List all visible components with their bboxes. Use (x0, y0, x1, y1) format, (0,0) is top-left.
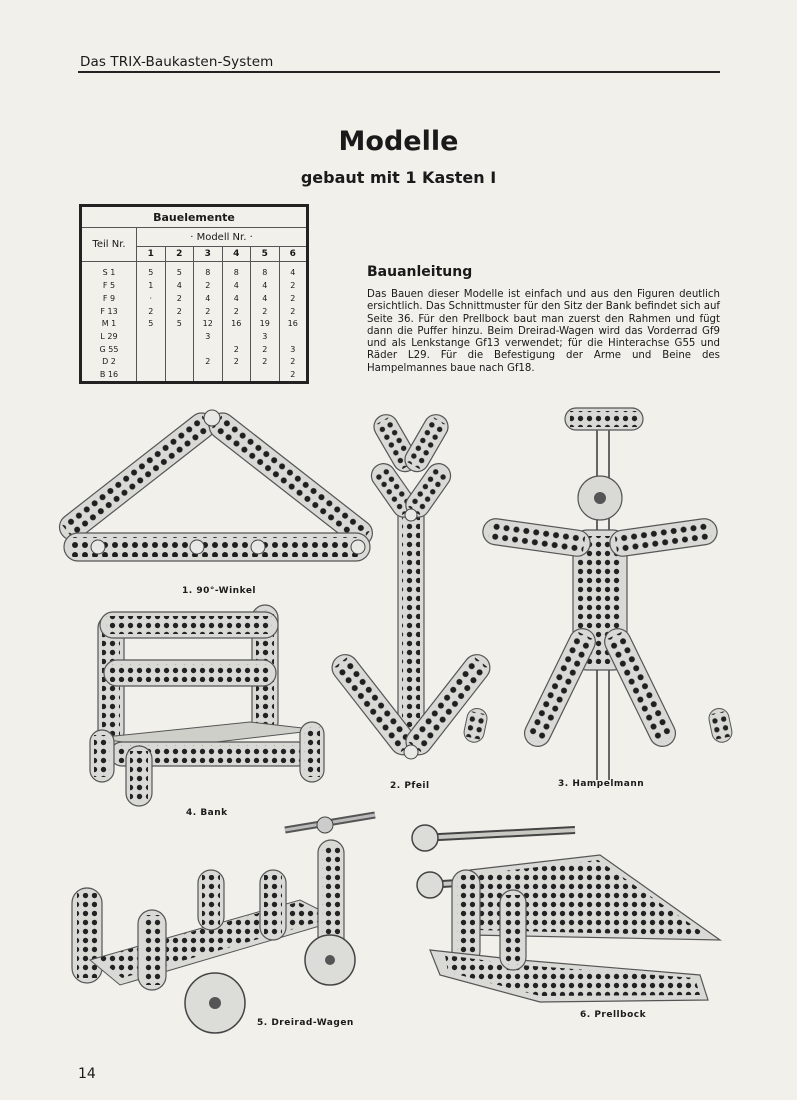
figure-dreirad-wagen (72, 815, 375, 1033)
count-cell: 2 (251, 355, 280, 368)
figure-winkel (54, 408, 377, 561)
caption-fig1: 1. 90°-Winkel (182, 586, 257, 596)
caption-fig4: 4. Bank (186, 808, 228, 818)
count-cell: 2 (279, 292, 308, 305)
page-title: Modelle (338, 126, 459, 157)
bauanleitung-text: Das Bauen dieser Modelle ist einfach und aus den Figuren deutlich ersichtlich. Das Schnittmuster für den Sitz der Bank befindet sich auf Seite 36. Für den Prellbock baut man zuerst den Rahmen und fügt dann die Puffer hinzu. Beim Dreirad-Wagen wird das Vorderrad Gf9 und als Lenkstange Gf13 verwendet; für die Hinterachse G55 und Räder L29. Für die Befestigung der Arme und Beine des Hampelmannes baue nach Gf18. (367, 289, 720, 374)
model-number-cell: 2 (165, 247, 194, 262)
count-cell: 8 (194, 262, 223, 280)
count-cell: 4 (194, 292, 223, 305)
count-cell: 2 (165, 305, 194, 318)
teil-nr-header: Teil Nr. (81, 228, 137, 262)
count-cell: 2 (279, 279, 308, 292)
count-cell: 2 (194, 305, 223, 318)
bauanleitung-heading: Bauanleitung (367, 264, 473, 280)
count-cell: 2 (194, 355, 223, 368)
count-cell: 2 (194, 279, 223, 292)
model-number-cell: 3 (194, 247, 223, 262)
count-cell: 4 (165, 279, 194, 292)
model-number-cell: 4 (222, 247, 251, 262)
count-cell: 3 (194, 330, 223, 343)
count-cell: 4 (222, 292, 251, 305)
count-cell: 3 (279, 343, 308, 356)
teil-cell: S 1 (81, 262, 137, 280)
page-subtitle: gebaut mit 1 Kasten I (300, 168, 497, 187)
teil-cell: L 29 (81, 330, 137, 343)
count-cell: 2 (279, 355, 308, 368)
teil-cell: F 5 (81, 279, 137, 292)
model-number-cell: 6 (279, 247, 308, 262)
figure-prellbock (412, 825, 720, 1002)
count-cell: 4 (222, 279, 251, 292)
count-cell: 2 (222, 305, 251, 318)
count-cell: 2 (165, 292, 194, 305)
teil-cell: F 13 (81, 305, 137, 318)
count-cell: 8 (251, 262, 280, 280)
count-cell: 16 (279, 317, 308, 330)
count-cell: 4 (279, 262, 308, 280)
model-number-cell: 1 (137, 247, 166, 262)
caption-fig6: 6. Prellbock (580, 1010, 647, 1020)
teil-cell: F 9 (81, 292, 137, 305)
count-cell: 2 (222, 343, 251, 356)
figure-hampelmann (462, 408, 734, 780)
teil-cell: M 1 (81, 317, 137, 330)
count-cell: 2 (251, 305, 280, 318)
caption-fig2: 2. Pfeil (390, 781, 430, 791)
count-cell: 12 (194, 317, 223, 330)
page-number: 14 (78, 1066, 96, 1082)
count-cell: 19 (251, 317, 280, 330)
count-cell: 1 (137, 279, 166, 292)
running-header: Das TRIX-Baukasten-System (80, 54, 274, 70)
teil-cell: D 2 (81, 355, 137, 368)
count-cell: 2 (222, 355, 251, 368)
count-cell: 2 (279, 305, 308, 318)
model-number-cell: 5 (251, 247, 280, 262)
caption-fig5: 5. Dreirad-Wagen (257, 1018, 354, 1028)
count-cell: 5 (165, 262, 194, 280)
caption-fig3: 3. Hampelmann (558, 779, 645, 789)
modell-nr-header: · Modell Nr. · (137, 228, 308, 247)
count-cell: 16 (222, 317, 251, 330)
count-cell: 4 (251, 279, 280, 292)
count-cell: 2 (137, 305, 166, 318)
figure-pfeil (327, 410, 495, 760)
count-cell: 2 (279, 368, 308, 382)
count-cell: 4 (251, 292, 280, 305)
count-cell: 8 (222, 262, 251, 280)
count-cell: 3 (251, 330, 280, 343)
count-cell: 2 (251, 343, 280, 356)
teil-cell: B 16 (81, 368, 137, 382)
figure-bank (90, 605, 324, 806)
count-cell: · (137, 292, 166, 305)
count-cell: 5 (137, 262, 166, 280)
count-cell: 5 (165, 317, 194, 330)
count-cell: 5 (137, 317, 166, 330)
parts-table-heading: Bauelemente (81, 206, 308, 228)
teil-cell: G 55 (81, 343, 137, 356)
